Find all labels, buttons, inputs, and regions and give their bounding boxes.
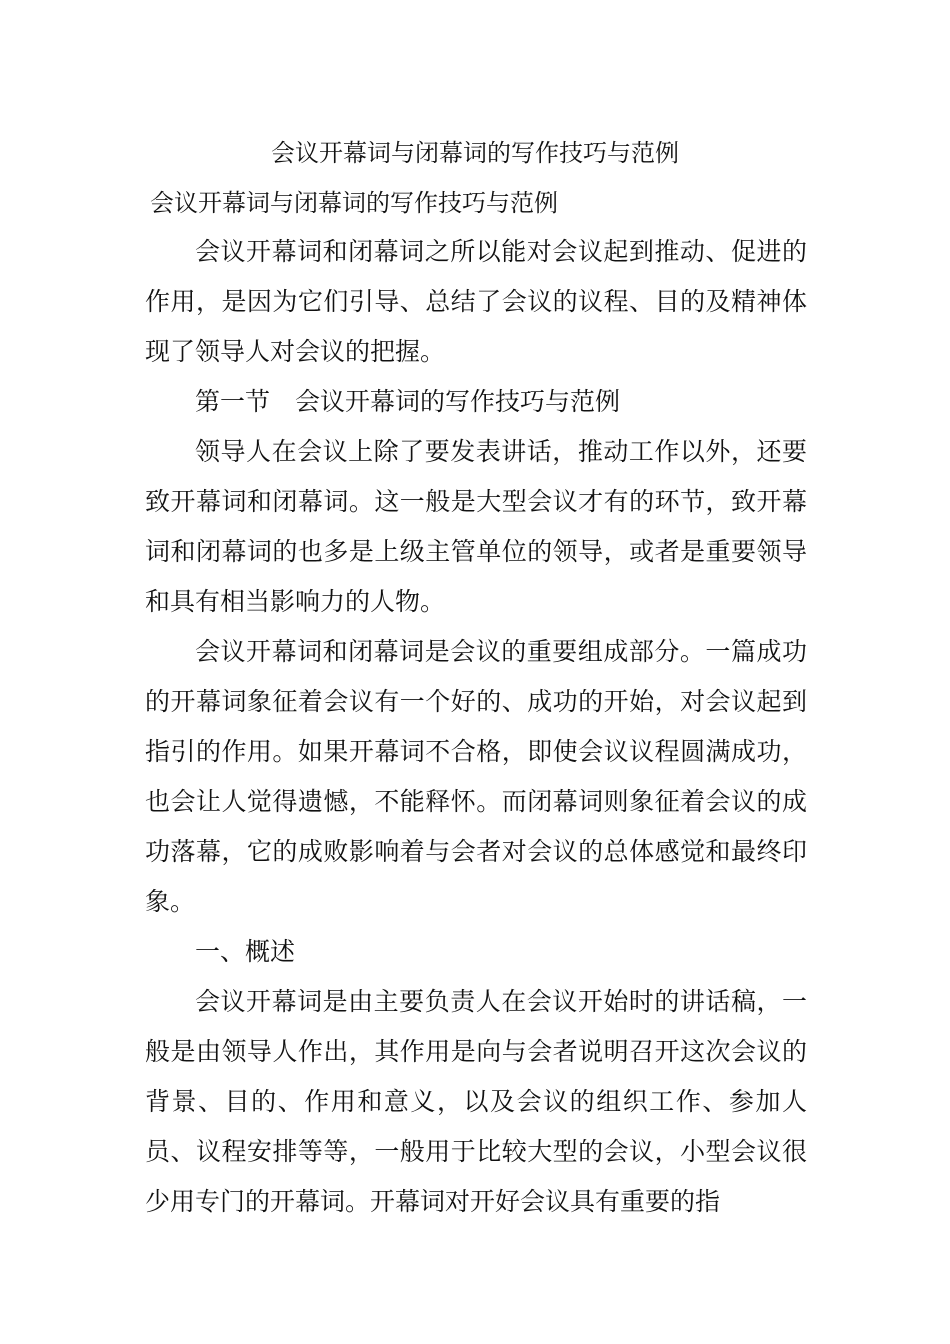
body-paragraph: 领导人在会议上除了要发表讲话，推动工作以外，还要致开幕词和闭幕词。这一般是大型会议才有的环节，致开幕词和闭幕词的也多是上级主管单位的领导，或者是重要领导和具有相当影响力的人物。 (145, 437, 807, 616)
section-heading: 第一节 会议开幕词的写作技巧与范例 (195, 387, 621, 416)
subsection-heading: 一、概述 (195, 937, 296, 966)
body-paragraph: 会议开幕词是由主要负责人在会议开始时的讲话稿，一般是由领导人作出，其作用是向与会者说明召开这次会议的背景、目的、作用和意义，以及会议的组织工作、参加人员、议程安排等等，一般用于比较大型的会议，小型会议很少用专门的开幕词。开幕词对开好会议具有重要的指 (145, 987, 807, 1216)
document-subtitle: 会议开幕词与闭幕词的写作技巧与范例 (150, 189, 558, 217)
intro-paragraph: 会议开幕词和闭幕词之所以能对会议起到推动、促进的作用，是因为它们引导、总结了会议的议程、目的及精神体现了领导人对会议的把握。 (145, 237, 807, 366)
document-title: 会议开幕词与闭幕词的写作技巧与范例 (271, 139, 679, 167)
body-paragraph: 会议开幕词和闭幕词是会议的重要组成部分。一篇成功的开幕词象征着会议有一个好的、成功的开始，对会议起到指引的作用。如果开幕词不合格，即使会议议程圆满成功，也会让人觉得遗憾，不能释怀。而闭幕词则象征着会议的成功落幕，它的成败影响着与会者对会议的总体感觉和最终印象。 (145, 637, 807, 916)
document-body (145, 227, 807, 1227)
